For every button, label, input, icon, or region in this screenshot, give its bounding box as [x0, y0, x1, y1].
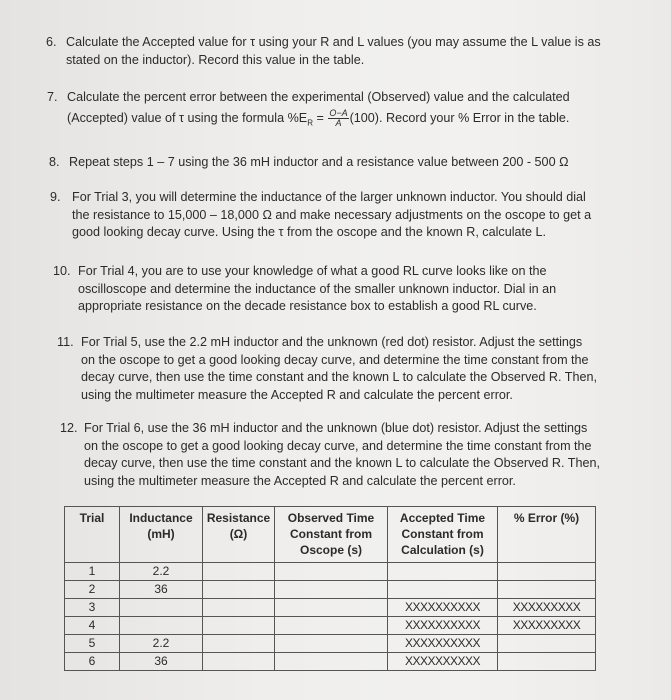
- step-11: [57, 334, 657, 404]
- cell-resistance[interactable]: [203, 653, 275, 671]
- cell-error[interactable]: [498, 635, 596, 653]
- formula-subscript: R: [307, 117, 313, 127]
- step-line: on the oscope to get a good looking decay curve, and determine the time constant from the: [81, 352, 589, 367]
- cell-resistance[interactable]: [203, 617, 275, 635]
- cell-accepted-blocked: XXXXXXXXXX: [388, 599, 498, 617]
- table-row: [65, 635, 596, 653]
- cell-observed[interactable]: [275, 581, 388, 599]
- cell-accepted[interactable]: [388, 581, 498, 599]
- table-row: [65, 617, 596, 635]
- cell-trial: 1: [65, 563, 120, 581]
- cell-error[interactable]: [498, 563, 596, 581]
- step-number: 12.: [60, 421, 78, 435]
- cell-error-blocked: XXXXXXXXX: [498, 599, 596, 617]
- step-line: For Trial 6, use the 36 mH inductor and the unknown (blue dot) resistor. Adjust the settings: [84, 421, 588, 435]
- step-line: on the oscope to get a good looking decay curve, and determine the time constant from the: [84, 438, 592, 453]
- step-number: 6.: [46, 35, 57, 49]
- step-7: [47, 89, 647, 132]
- table-row: [65, 599, 596, 617]
- cell-resistance[interactable]: [203, 599, 275, 617]
- header-accepted-time: Accepted Time Constant from Calculation (s): [388, 507, 498, 563]
- cell-trial: 3: [65, 599, 120, 617]
- step-8: [49, 154, 649, 172]
- cell-trial: 4: [65, 617, 120, 635]
- step-number: 9.: [50, 190, 61, 204]
- cell-observed[interactable]: [275, 617, 388, 635]
- formula-equals: =: [312, 110, 328, 125]
- step-line: decay curve, then use the time constant and the known L to calculate the Observed R. Then,: [81, 370, 597, 385]
- table-row: [65, 581, 596, 599]
- step-line: Calculate the Accepted value for τ using your R and L values (you may assume the L value is as: [66, 35, 601, 49]
- step-line: For Trial 5, use the 2.2 mH inductor and the unknown (red dot) resistor. Adjust the settings: [81, 335, 583, 349]
- step-line: For Trial 3, you will determine the inductance of the larger unknown inductor. You should dial: [72, 190, 586, 204]
- cell-inductance[interactable]: 36: [120, 653, 203, 671]
- step-6: [46, 34, 646, 69]
- cell-resistance[interactable]: [203, 563, 275, 581]
- step-line: the resistance to 15,000 – 18,000 Ω and make necessary adjustments on the oscope to get a: [72, 207, 592, 222]
- cell-inductance[interactable]: [120, 599, 203, 617]
- header-observed-time: Observed Time Constant from Oscope (s): [275, 507, 388, 563]
- step-line: oscilloscope and determine the inductance of the smaller unknown inductor. Dial in an: [78, 281, 557, 296]
- step-line: (Accepted) value of τ using the formula %E: [67, 110, 308, 125]
- cell-observed[interactable]: [275, 653, 388, 671]
- cell-inductance[interactable]: 36: [120, 581, 203, 599]
- cell-trial: 6: [65, 653, 120, 671]
- cell-error-blocked: XXXXXXXXX: [498, 617, 596, 635]
- step-line: Calculate the percent error between the experimental (Observed) value and the calculated: [67, 90, 570, 104]
- cell-error[interactable]: [498, 653, 596, 671]
- step-12: [60, 420, 660, 490]
- cell-trial: 5: [65, 635, 120, 653]
- formula-fraction: [328, 109, 348, 128]
- step-line: For Trial 4, you are to use your knowledge of what a good RL curve looks like on the: [78, 264, 547, 278]
- cell-inductance[interactable]: [120, 617, 203, 635]
- fraction-numerator: O−A: [329, 107, 348, 118]
- cell-trial: 2: [65, 581, 120, 599]
- header-inductance: Inductance (mH): [120, 507, 203, 563]
- cell-inductance[interactable]: 2.2: [120, 635, 203, 653]
- step-9: [50, 189, 650, 242]
- step-number: 10.: [53, 264, 71, 278]
- cell-accepted[interactable]: [388, 563, 498, 581]
- cell-resistance[interactable]: [203, 581, 275, 599]
- step-line: (100). Record your % Error in the table.: [349, 110, 570, 125]
- cell-observed[interactable]: [275, 563, 388, 581]
- step-number: 7.: [47, 90, 58, 104]
- data-table: [64, 506, 596, 671]
- cell-resistance[interactable]: [203, 635, 275, 653]
- step-line: using the multimeter measure the Accepted R and calculate the percent error.: [81, 387, 513, 402]
- step-number: 11.: [57, 335, 74, 349]
- table-header-row: [65, 507, 596, 563]
- header-resistance: Resistance (Ω): [203, 507, 275, 563]
- cell-error[interactable]: [498, 581, 596, 599]
- cell-accepted-blocked: XXXXXXXXXX: [388, 617, 498, 635]
- cell-accepted-blocked: XXXXXXXXXX: [388, 653, 498, 671]
- cell-observed[interactable]: [275, 635, 388, 653]
- header-trial: Trial: [65, 507, 120, 563]
- cell-inductance[interactable]: 2.2: [120, 563, 203, 581]
- step-line: decay curve, then use the time constant and the known L to calculate the Observed R. Then,: [84, 456, 600, 471]
- step-line: stated on the inductor). Record this value in the table.: [66, 52, 365, 67]
- formula-line: [67, 109, 647, 132]
- step-line: good looking decay curve. Using the τ from the oscope and the known R, calculate L.: [72, 225, 547, 240]
- table-row: [65, 653, 596, 671]
- step-number: 8.: [49, 155, 60, 169]
- cell-observed[interactable]: [275, 599, 388, 617]
- table-row: [65, 563, 596, 581]
- cell-accepted-blocked: XXXXXXXXXX: [388, 635, 498, 653]
- step-line: appropriate resistance on the decade resistance box to establish a good RL curve.: [78, 299, 537, 314]
- fraction-denominator: A: [335, 117, 342, 128]
- step-line: Repeat steps 1 – 7 using the 36 mH inductor and a resistance value between 200 - 500 Ω: [69, 155, 569, 169]
- step-10: [53, 263, 653, 316]
- header-percent-error: % Error (%): [498, 507, 596, 563]
- step-line: using the multimeter measure the Accepted R and calculate the percent error.: [84, 473, 516, 488]
